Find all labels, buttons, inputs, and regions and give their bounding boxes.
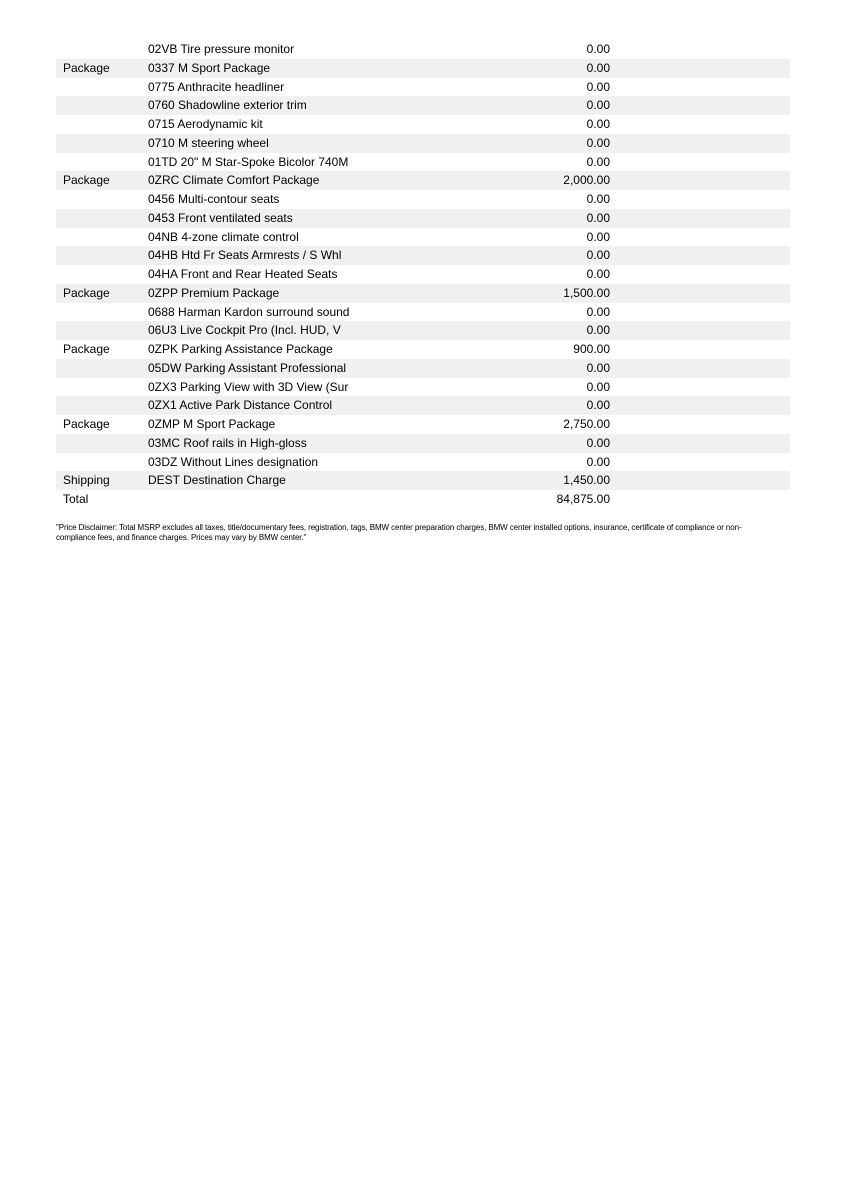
table-row [56,321,790,340]
table-row [56,96,790,115]
table-row [56,415,790,434]
row-description: 0337 M Sport Package [148,60,271,75]
row-description: 04HA Front and Rear Heated Seats [148,267,338,281]
row-price: 0.00 [586,379,610,394]
table-row [56,59,790,78]
row-description: 01TD 20" M Star-Spoke Bicolor 740M [148,154,349,169]
row-price: 1,500.00 [563,285,610,300]
row-price: 2,750.00 [563,417,610,431]
vehicle-options-table [56,40,790,509]
row-price: 0.00 [586,60,610,75]
row-category: Package [63,173,110,188]
row-category: Package [63,417,110,431]
row-price: 84,875.00 [556,492,610,506]
table-row [56,134,790,153]
row-price: 0.00 [586,398,610,413]
row-price: 0.00 [586,248,610,263]
row-description: 04NB 4-zone climate control [148,229,299,244]
row-description: 0710 M steering wheel [148,135,269,150]
row-description: 03MC Roof rails in High-gloss [148,435,307,450]
row-category: Package [63,285,110,300]
row-price: 0.00 [586,135,610,150]
table-row [56,78,790,97]
table-row [56,340,790,359]
row-description: 0ZX3 Parking View with 3D View (Sur [148,379,349,394]
row-price: 0.00 [586,360,610,375]
row-price: 0.00 [586,435,610,450]
table-row [56,434,790,453]
table-row [56,471,790,490]
row-price: 0.00 [586,323,610,338]
row-description: 0715 Aerodynamic kit [148,117,263,131]
row-description: 06U3 Live Cockpit Pro (Incl. HUD, V [148,323,341,338]
table-row [56,246,790,265]
price-disclaimer: "Price Disclaimer: Total MSRP excludes all taxes, title/documentary fees, registration, tags, BMW center preparation charges, BMW center installed options, insurance, certificate of compliance or non-compliance fees, and finance charges. Prices may vary by BMW center." [56,522,742,542]
table-row [56,453,790,472]
table-row [56,490,790,509]
table-row [56,171,790,190]
row-description: 05DW Parking Assistant Professional [148,360,347,375]
row-price: 0.00 [586,210,610,225]
row-description: 0ZRC Climate Comfort Package [148,173,320,188]
row-description: 0ZMP M Sport Package [148,417,276,431]
table-row [56,190,790,209]
row-price: 0.00 [586,117,610,131]
row-description: 0ZX1 Active Park Distance Control [148,398,333,413]
row-price: 0.00 [586,98,610,113]
row-category: Package [63,342,110,356]
row-category: Package [63,60,110,75]
row-price: 900.00 [573,342,610,356]
row-price: 0.00 [586,267,610,281]
row-description: 0760 Shadowline exterior trim [148,98,307,113]
table-row [56,40,790,59]
row-price: 0.00 [586,454,610,469]
row-category: Shipping [63,473,110,488]
row-price: 0.00 [586,42,610,56]
table-row [56,115,790,134]
table-row [56,396,790,415]
row-price: 0.00 [586,154,610,169]
table-row [56,359,790,378]
row-description: 0453 Front ventilated seats [148,210,293,225]
row-description: 0456 Multi-contour seats [148,192,280,206]
row-description: DEST Destination Charge [148,473,286,488]
table-row [56,284,790,303]
table-row [56,209,790,228]
table-row [56,378,790,397]
row-price: 0.00 [586,229,610,244]
row-description: 02VB Tire pressure monitor [148,42,295,56]
row-description: 0ZPP Premium Package [148,285,280,300]
row-description: 0688 Harman Kardon surround sound [148,304,350,319]
row-price: 1,450.00 [563,473,610,488]
table-row [56,153,790,172]
row-category: Total [63,492,89,506]
row-price: 2,000.00 [563,173,610,188]
document-page [0,0,848,543]
row-price: 0.00 [586,192,610,206]
row-description: 0775 Anthracite headliner [148,79,285,94]
row-description: 0ZPK Parking Assistance Package [148,342,333,356]
row-price: 0.00 [586,79,610,94]
row-price: 0.00 [586,304,610,319]
table-row [56,303,790,322]
table-row [56,265,790,284]
table-row [56,228,790,247]
row-description: 03DZ Without Lines designation [148,454,319,469]
row-description: 04HB Htd Fr Seats Armrests / S Whl [148,248,342,263]
